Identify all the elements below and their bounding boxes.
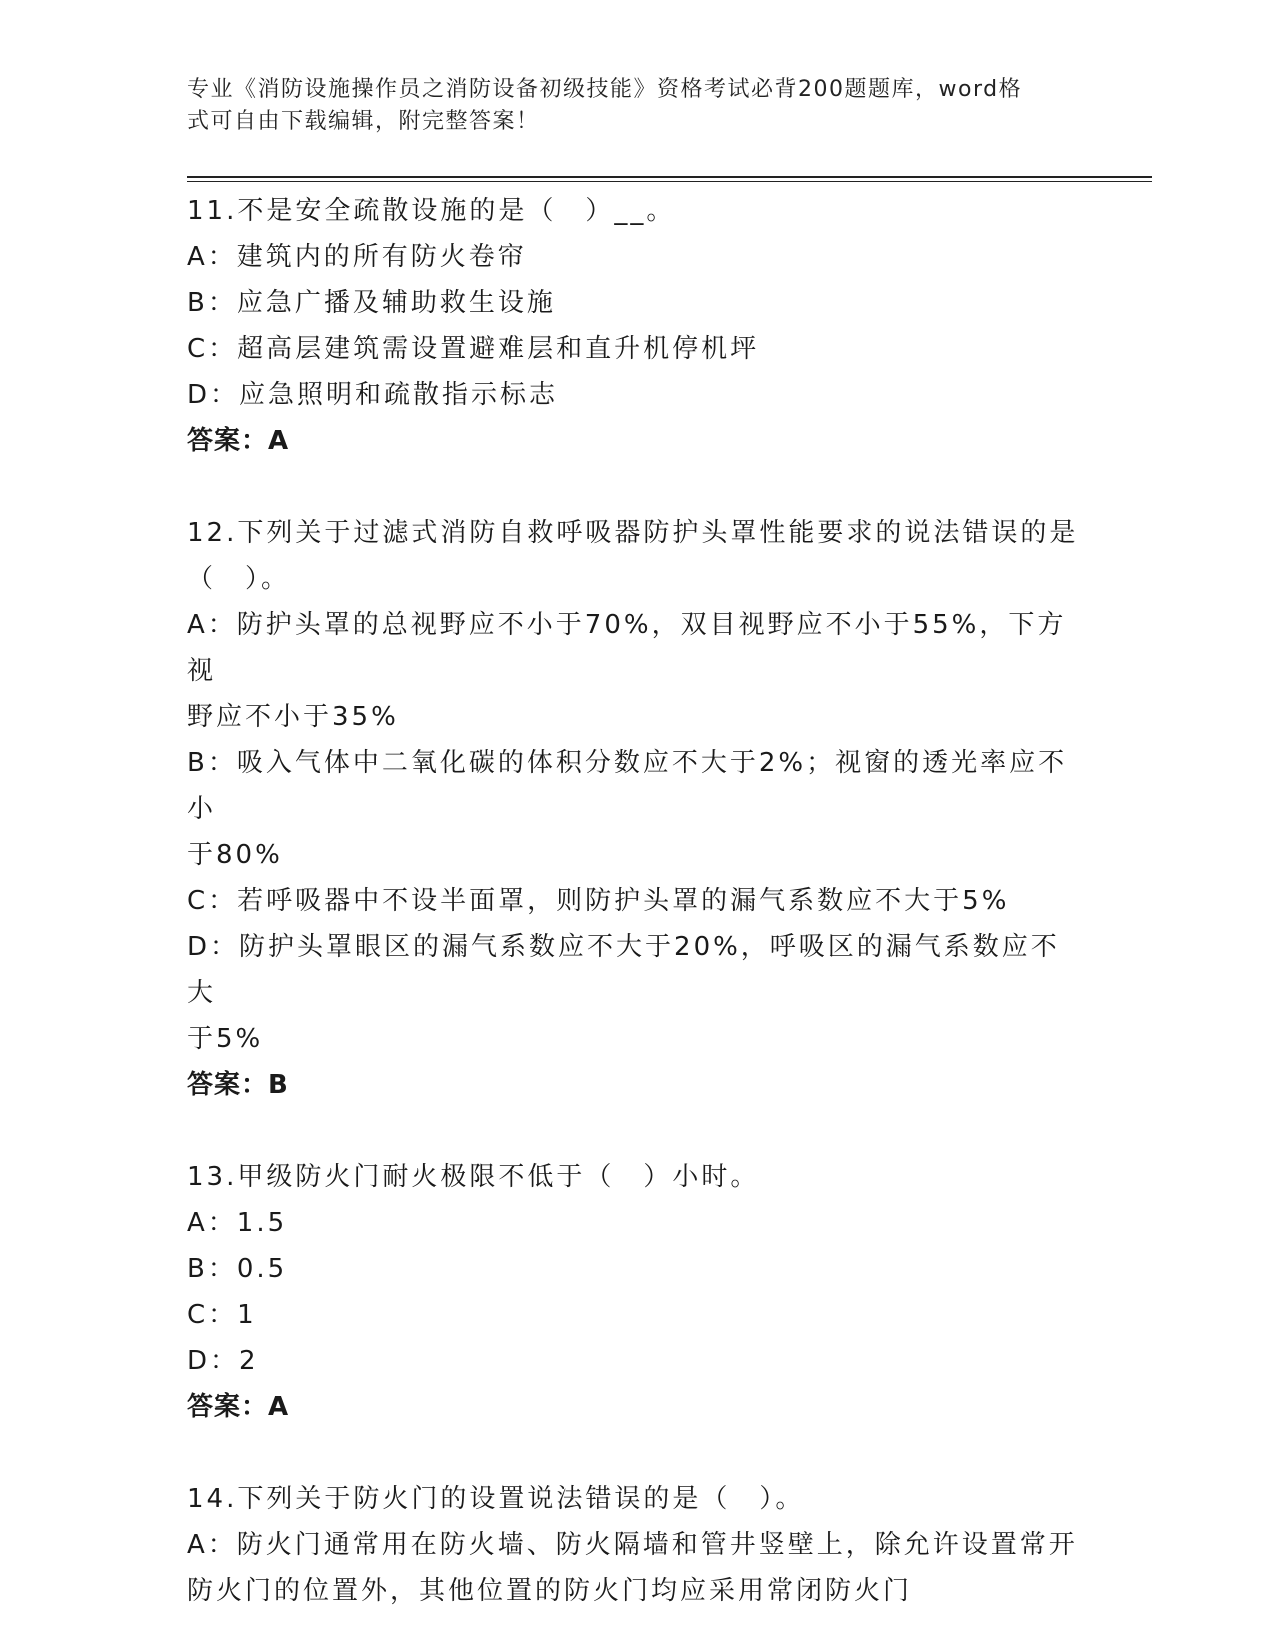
question-stem: 12.下列关于过滤式消防自救呼吸器防护头罩性能要求的说法错误的是: [187, 518, 1079, 548]
option-d: D：应急照明和疏散指示标志: [187, 380, 559, 410]
question-stem: 13.甲级防火门耐火极限不低于（ ）小时。: [187, 1162, 760, 1192]
answer-label: 答案：B: [187, 1070, 289, 1100]
option-d-continued: 于5%: [187, 1024, 264, 1054]
answer-label: 答案：A: [187, 426, 290, 456]
option-b: B：0.5: [187, 1254, 288, 1284]
option-c: C：若呼吸器中不设半面罩，则防护头罩的漏气系数应不大于5%: [187, 886, 1010, 916]
header-divider-thick: [187, 176, 1152, 178]
question-13: [187, 1154, 1087, 1430]
option-c: C：超高层建筑需设置避难层和直升机停机坪: [187, 334, 760, 364]
question-spacer: [187, 1108, 1087, 1154]
option-c: C：1: [187, 1300, 257, 1330]
question-stem: 11.不是安全疏散设施的是（ ）__。: [187, 196, 676, 226]
option-a: A：防护头罩的总视野应不小于70%，双目视野应不小于55%，下方视: [187, 610, 1067, 686]
question-spacer: [187, 464, 1087, 510]
document-header: [187, 74, 1067, 138]
option-a: A：1.5: [187, 1208, 288, 1238]
header-line-1: 专业《消防设施操作员之消防设备初级技能》资格考试必背200题题库，word格: [187, 77, 1023, 102]
question-spacer: [187, 1430, 1087, 1476]
option-a: A：建筑内的所有防火卷帘: [187, 242, 527, 272]
question-14: [187, 1476, 1087, 1614]
option-b-continued: 于80%: [187, 840, 283, 870]
question-11: [187, 188, 1087, 464]
option-b: B：吸入气体中二氧化碳的体积分数应不大于2%；视窗的透光率应不小: [187, 748, 1068, 824]
option-a-continued: 野应不小于35%: [187, 702, 399, 732]
question-list: [187, 188, 1087, 1614]
question-12: [187, 510, 1087, 1108]
option-b: B：应急广播及辅助救生设施: [187, 288, 556, 318]
option-d: D：2: [187, 1346, 259, 1376]
question-stem: 14.下列关于防火门的设置说法错误的是（ ）。: [187, 1484, 805, 1514]
option-a-continued: 防火门的位置外，其他位置的防火门均应采用常闭防火门: [187, 1576, 913, 1606]
option-a: A：防火门通常用在防火墙、防火隔墙和管井竖壁上，除允许设置常开: [187, 1530, 1078, 1560]
option-d: D：防护头罩眼区的漏气系数应不大于20%，呼吸区的漏气系数应不大: [187, 932, 1060, 1008]
question-stem-continued: （ ）。: [187, 564, 291, 594]
answer-label: 答案：A: [187, 1392, 290, 1422]
header-divider-thin: [187, 181, 1152, 182]
header-line-2: 式可自由下载编辑，附完整答案！: [187, 109, 540, 134]
